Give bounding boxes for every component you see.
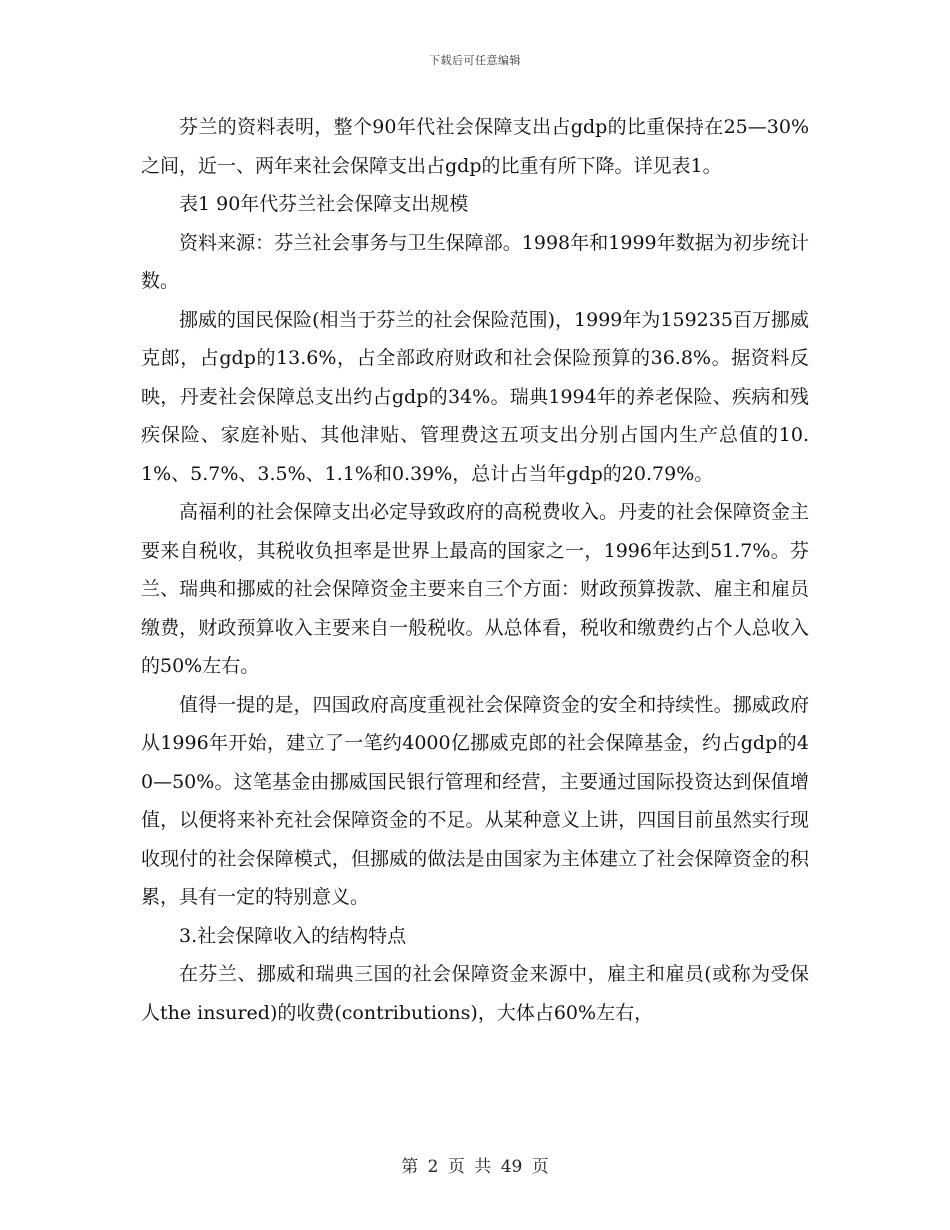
paragraph-finland-expenditure: 芬兰的资料表明，整个90年代社会保障支出占gdp的比重保持在25—30%之间，近一、两年来社会保障支出占gdp的比重有所下降。详见表1。 [141, 116, 809, 177]
paragraph-income-structure: 在芬兰、挪威和瑞典三国的社会保障资金来源中，雇主和雇员(或称为受保人the insured)的收费(contributions)，大体占60%左右， [141, 963, 809, 1024]
page-footer: 第 2 页 共 49 页 [401, 1157, 549, 1177]
section-heading: 3.社会保障收入的结构特点 [179, 924, 407, 947]
document-body [141, 108, 809, 1032]
table-source-note: 资料来源：芬兰社会事务与卫生保障部。1998年和1999年数据为初步统计数。 [141, 231, 809, 292]
paragraph-fund-safety: 值得一提的是，四国政府高度重视社会保障资金的安全和持续性。挪威政府从1996年开始，建立了一笔约4000亿挪威克郎的社会保障基金，约占gdp的40—50%。这笔基金由挪威国民银行管理和经营，主要通过国际投资达到保值增值，以便将来补充社会保障资金的不足。从某种意义上讲，四国目前虽然实行现收现付的社会保障模式，但挪威的做法是由国家为主体建立了社会保障资金的积累，具有一定的特别意义。 [141, 693, 809, 908]
paragraph-norway-denmark-sweden: 挪威的国民保险(相当于芬兰的社会保险范围)，1999年为159235百万挪威克郎，占gdp的13.6%，占全部政府财政和社会保险预算的36.8%。据资料反映，丹麦社会保障总支出约占gdp的34%。瑞典1994年的养老保险、疾病和残疾保险、家庭补贴、其他津贴、管理费这五项支出分别占国内生产总值的10.1%、5.7%、3.5%、1.1%和0.39%，总计占当年gdp的20.79%。 [141, 308, 809, 485]
table-caption: 表1 90年代芬兰社会保障支出规模 [179, 193, 469, 215]
paragraph-high-welfare-taxes: 高福利的社会保障支出必定导致政府的高税费收入。丹麦的社会保障资金主要来自税收，其税收负担率是世界上最高的国家之一，1996年达到51.7%。芬兰、瑞典和挪威的社会保障资金主要来自三个方面：财政预算拨款、雇主和雇员缴费，财政预算收入主要来自一般税收。从总体看，税收和缴费约占个人总收入的50%左右。 [141, 501, 809, 677]
page-header: 下载后可任意编辑 [429, 54, 521, 67]
